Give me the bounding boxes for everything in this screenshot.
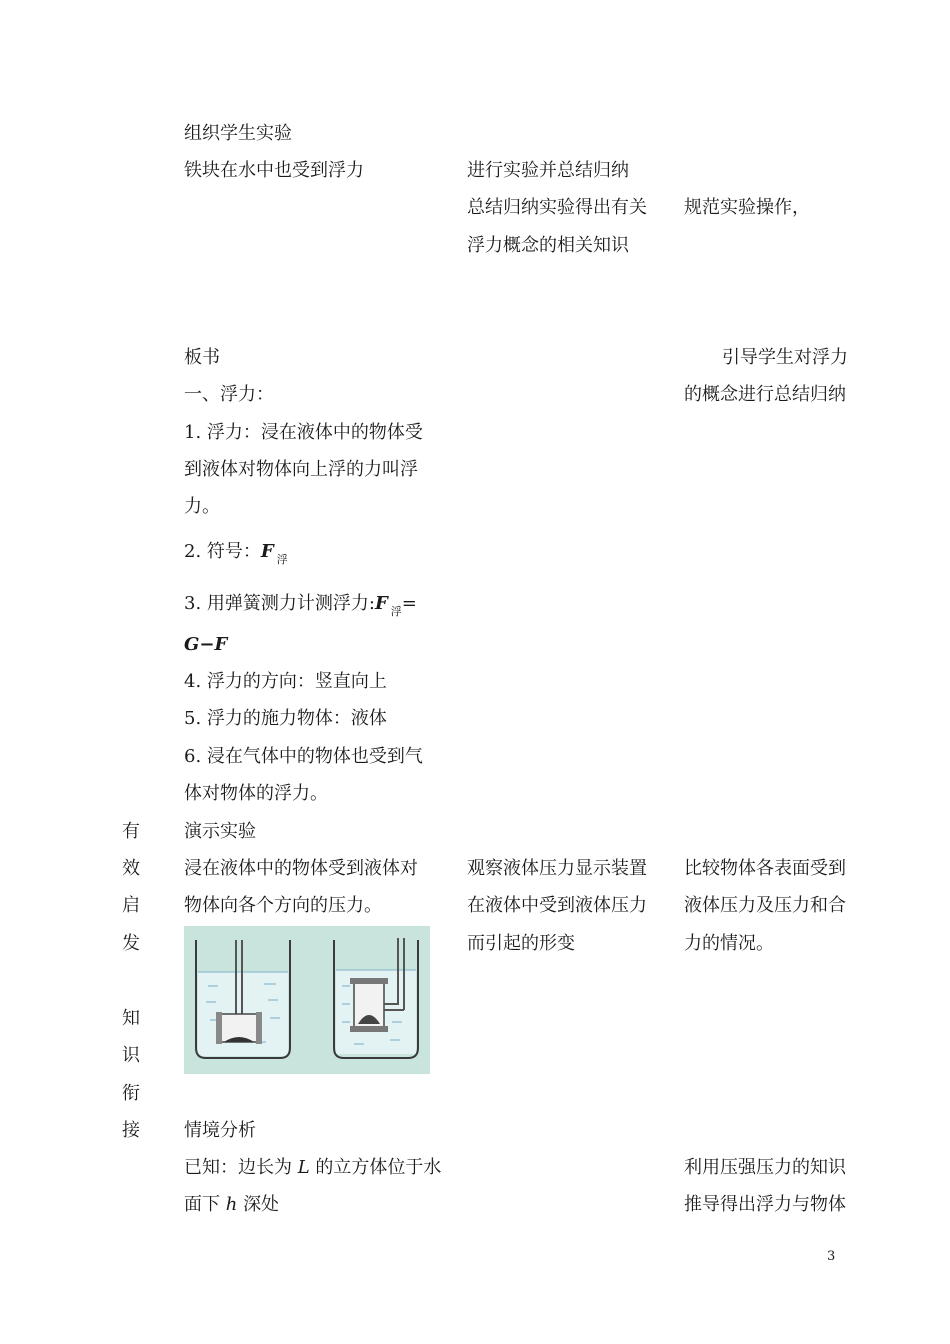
analysis-line2-a: 面下 xyxy=(184,1194,220,1215)
demo-col1-line: 浸在液体中的物体受到液体对 xyxy=(184,858,418,879)
item3-line2: G−F xyxy=(184,634,228,655)
subscript-fu: 浮 xyxy=(276,553,288,566)
item1-line: 力。 xyxy=(184,496,220,517)
experiment-col1: 铁块在水中也受到浮力 xyxy=(184,160,364,181)
item3-prefix: 3. 用弹簧测力计测浮力: xyxy=(184,593,375,614)
demo-col3-line: 液体压力及压力和合 xyxy=(684,895,846,916)
demo-col3-line: 比较物体各表面受到 xyxy=(684,858,846,879)
page-number: 3 xyxy=(827,1249,836,1264)
analysis-line2-b: 深处 xyxy=(243,1194,280,1215)
beakers-illustration xyxy=(184,926,430,1074)
symbol-L: L xyxy=(297,1157,310,1178)
item4: 4. 浮力的方向：竖直向上 xyxy=(184,671,387,692)
board-note-line: 的概念进行总结归纳 xyxy=(684,384,846,405)
demo-col2-line: 而引起的形变 xyxy=(467,933,575,954)
side-char: 识 xyxy=(122,1045,140,1066)
symbol-F: F xyxy=(374,593,388,614)
side-char: 有 xyxy=(122,821,140,842)
experiment-col2-line: 浮力概念的相关知识 xyxy=(467,235,629,256)
analysis-col3-line: 推导得出浮力与物体 xyxy=(684,1194,846,1215)
side-char: 知 xyxy=(122,1008,140,1029)
side-char: 启 xyxy=(122,895,140,916)
analysis-line1-b: 的立方体位于水 xyxy=(315,1157,442,1178)
symbol-F: F xyxy=(260,541,274,562)
board-heading: 板书 xyxy=(184,347,220,368)
item2 xyxy=(184,541,288,566)
item3-eq: = xyxy=(401,593,417,614)
subscript-fu: 浮 xyxy=(390,605,402,618)
item1-line: 1. 浮力：浸在液体中的物体受 xyxy=(184,422,423,443)
side-char: 衔 xyxy=(122,1083,140,1104)
left-beaker xyxy=(196,940,290,1058)
item5: 5. 浮力的施力物体：液体 xyxy=(184,708,387,729)
experiment-heading: 组织学生实验 xyxy=(184,123,292,144)
demo-col2-line: 观察液体压力显示装置 xyxy=(467,858,647,879)
demo-col1-line: 物体向各个方向的压力。 xyxy=(184,895,382,916)
side-char: 效 xyxy=(122,858,140,879)
analysis-col3-line: 利用压强压力的知识 xyxy=(684,1157,846,1178)
demo-heading: 演示实验 xyxy=(184,821,256,842)
side-char: 接 xyxy=(122,1120,140,1141)
symbol-h: h xyxy=(225,1194,238,1215)
analysis-line1-a: 已知：边长为 xyxy=(184,1157,292,1178)
board-note-line: 引导学生对浮力 xyxy=(722,347,848,368)
analysis-line2 xyxy=(184,1196,279,1214)
item1-line: 到液体对物体向上浮的力叫浮 xyxy=(184,459,418,480)
section-title: 一、浮力： xyxy=(184,384,274,405)
demo-col3-line: 力的情况。 xyxy=(684,933,774,954)
side-char: 发 xyxy=(122,933,140,954)
item2-prefix: 2. 符号： xyxy=(184,541,261,562)
right-beaker xyxy=(334,938,418,1058)
pressure-apparatus-figure xyxy=(184,926,430,1074)
item3 xyxy=(184,593,417,618)
item6-line: 体对物体的浮力。 xyxy=(184,783,328,804)
item6-line: 6. 浸在气体中的物体也受到气 xyxy=(184,746,423,767)
experiment-col2-line: 总结归纳实验得出有关 xyxy=(467,197,647,218)
experiment-col3: 规范实验操作， xyxy=(684,197,810,218)
demo-col2-line: 在液体中受到液体压力 xyxy=(467,895,647,916)
analysis-heading: 情境分析 xyxy=(184,1120,256,1141)
experiment-col2-line: 进行实验并总结归纳 xyxy=(467,160,629,181)
analysis-line1 xyxy=(184,1159,441,1177)
